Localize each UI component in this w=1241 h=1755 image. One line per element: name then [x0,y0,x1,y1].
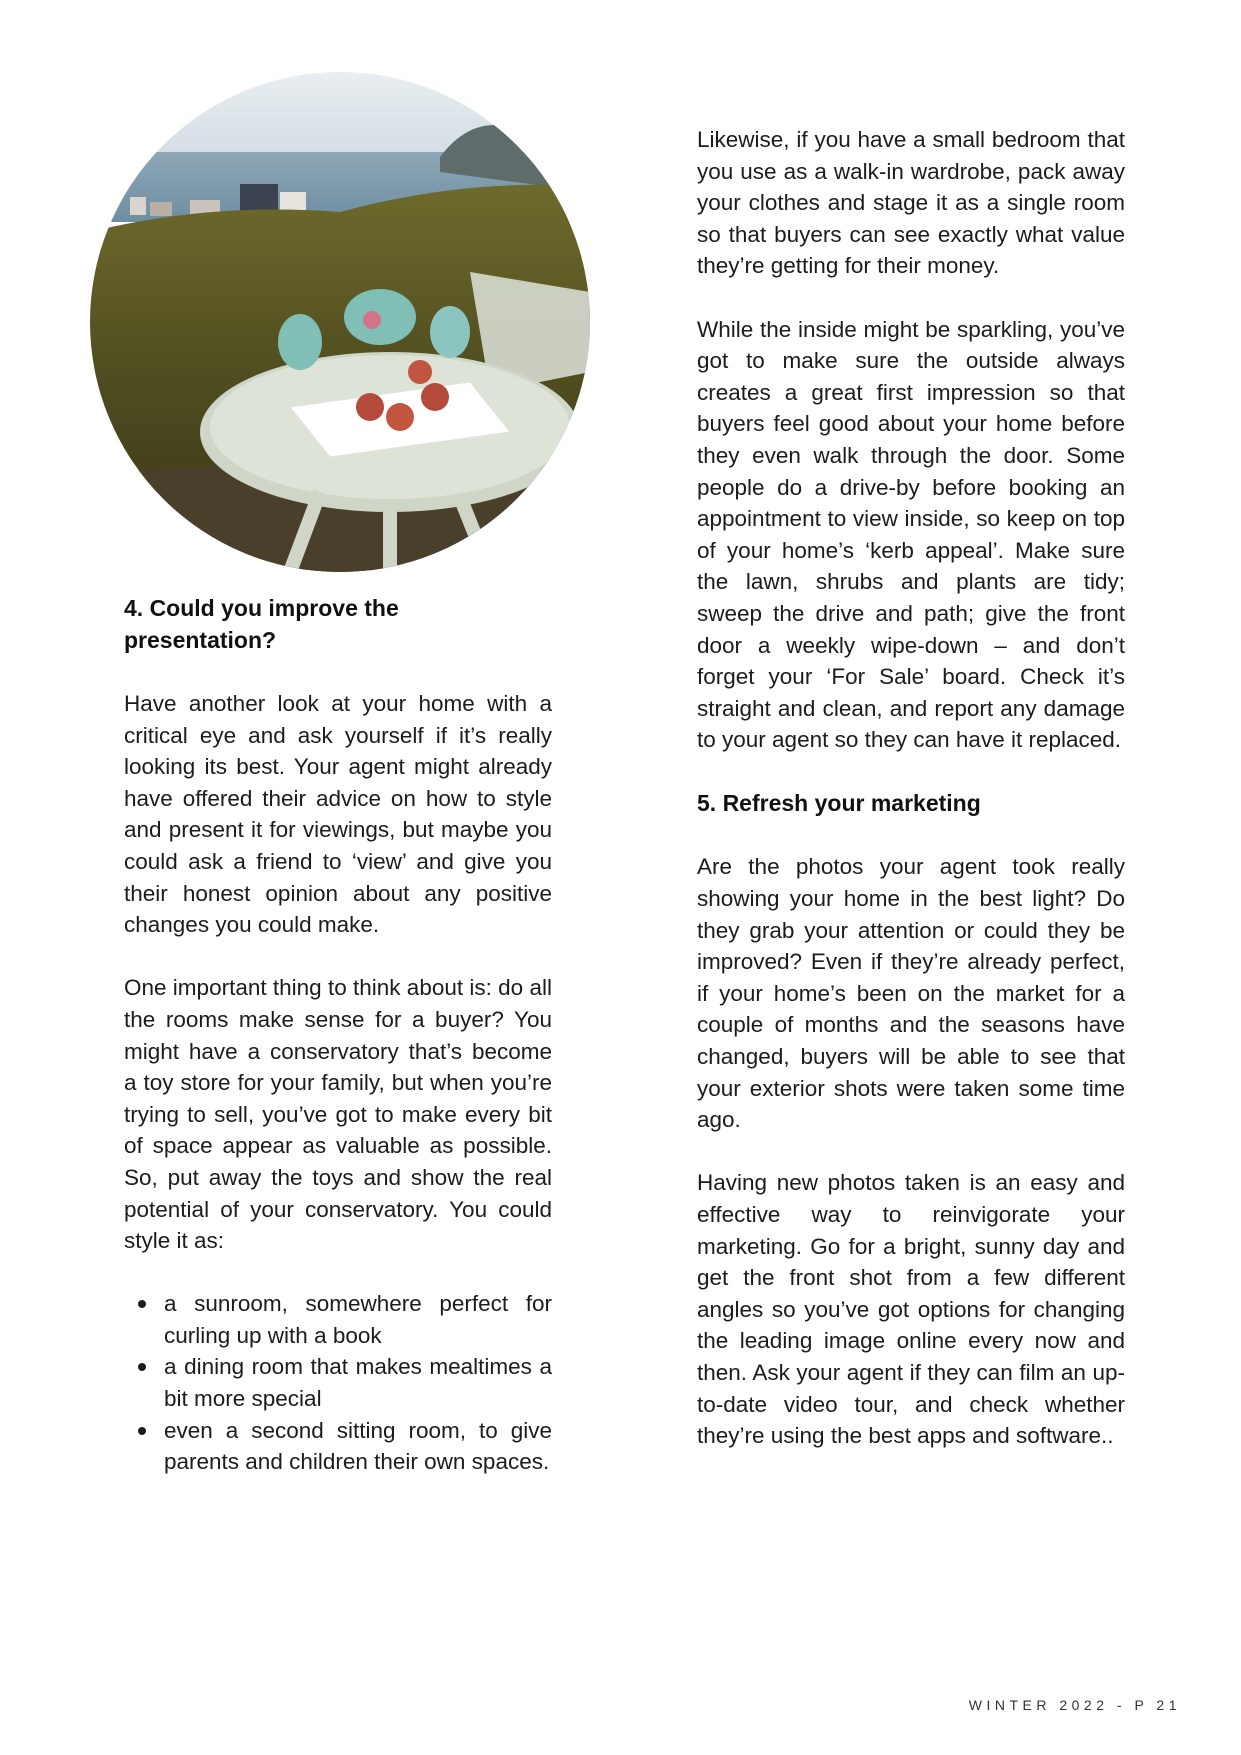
list-item: a sunroom, somewhere perfect for curling up with a book [124,1288,552,1351]
paragraph: Are the photos your agent took really showing your home in the best light? Do they grab your attention or could they be improved? Even if they’re already perfect, if your home’s been on the market for a couple of months and the seasons have changed, buyers will be able to see that your exterior shots were taken some time ago. [697,854,1125,1133]
right-column [697,124,1125,1483]
left-column [124,592,552,1478]
paragraph: Having new photos taken is an easy and effective way to reinvigorate your marketing. Go for a bright, sunny day and get the front shot from a few different angles so you’ve got options for changing the leading image online every now and then. Ask your agent if they can film an up-to-date video tour, and check whether they’re using the best apps and software.. [697,1170,1125,1449]
paragraph: Likewise, if you have a small bedroom that you use as a walk-in wardrobe, pack away your clothes and stage it as a single room so that buyers can see exactly what value they’re getting for their money. [697,127,1125,279]
list-item: a dining room that makes mealtimes a bit more special [124,1351,552,1414]
section-heading-marketing: 5. Refresh your marketing [697,790,981,817]
paragraph: One important thing to think about is: do all the rooms make sense for a buyer? You might have a conservatory that’s become a toy store for your family, but when you’re trying to sell, you’ve got to make every bit of space appear as valuable as possible. So, put away the toys and show the real potential of your conservatory. You could style it as: [124,975,552,1254]
style-options-list [124,1288,552,1478]
section-heading-presentation: 4. Could you improve the presentation? [124,595,399,653]
list-item: even a second sitting room, to give parents and children their own spaces. [124,1415,552,1478]
tea-table-icon [90,72,590,572]
garden-tea-photo [90,72,590,572]
paragraph: While the inside might be sparkling, you’ve got to make sure the outside always creates a great first impression so that buyers feel good about your home before they even walk through the door. Some people do a drive-by before booking an appointment to view inside, so keep on top of your home’s ‘kerb appeal’. Make sure the lawn, shrubs and plants are tidy; sweep the drive and path; give the front door a weekly wipe-down – and don’t forget your ‘For Sale’ board. Check it’s straight and clean, and report any damage to your agent so they can have it replaced. [697,316,1125,753]
page-footer: WINTER 2022 - P 21 [968,1697,1181,1713]
paragraph: Have another look at your home with a critical eye and ask yourself if it’s really looking its best. Your agent might already have offered their advice on how to style and present it for viewings, but maybe you could ask a friend to ‘view’ and give you their honest opinion about any positive changes you could make. [124,691,552,938]
